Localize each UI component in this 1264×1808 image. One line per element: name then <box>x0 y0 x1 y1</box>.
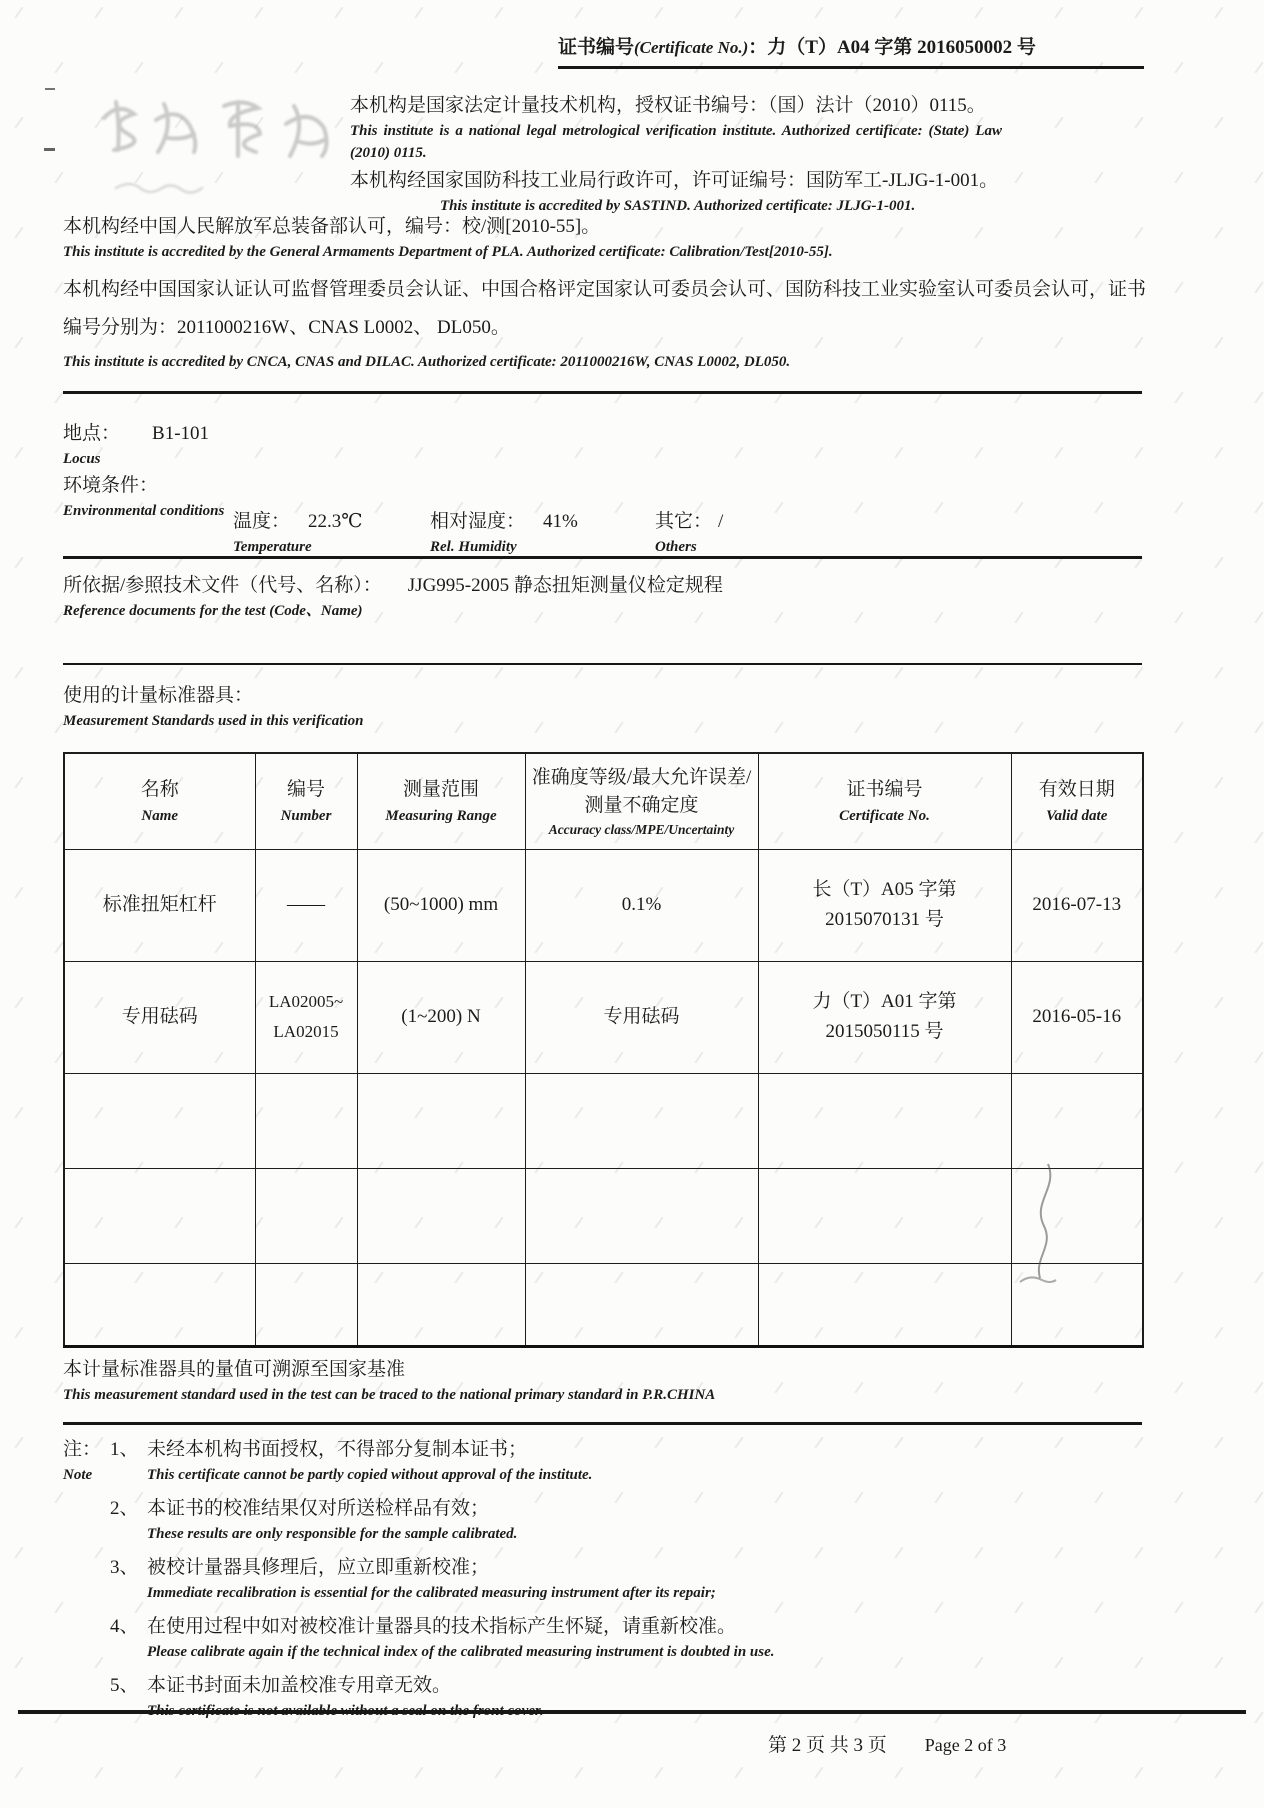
cell-valid-date: 2016-05-16 <box>1011 961 1143 1073</box>
standards-title <box>63 682 1148 732</box>
cell-name: 专用砝码 <box>64 961 255 1073</box>
cell-certificate: 长（T）A05 字第 2015070131 号 <box>758 849 1011 961</box>
certificate-number-separator: ： <box>748 37 768 58</box>
list-item <box>110 1613 775 1663</box>
certificate-number-value: 力（T）A04 字第 2016050002 号 <box>767 37 1036 58</box>
scan-artifact-dash <box>45 88 55 90</box>
section-rule-3 <box>63 663 1142 665</box>
header-measuring-range <box>357 753 525 849</box>
header-range-en: Measuring Range <box>385 807 497 824</box>
section-rule-4 <box>63 1422 1142 1425</box>
cell-empty <box>525 1168 758 1263</box>
others-label-zh: 其它： <box>655 511 713 532</box>
accreditation-3-en: This institute is accredited by the General Armaments Department of PLA. Authorized certificate: Calibration/Test[2010-55]. <box>63 244 833 260</box>
accreditation-4-en: This institute is accredited by CNCA, CNAS and DILAC. Authorized certificate: 2011000216W, CNAS L0002, DL050. <box>63 354 791 370</box>
accreditation-2-en: This institute is accredited by SASTIND. Authorized certificate: JLJG-1-001. <box>440 198 916 214</box>
table-row <box>64 1168 1143 1263</box>
accreditation-statements <box>63 213 1148 373</box>
section-rule-1 <box>63 391 1142 394</box>
scan-artifact-dash <box>44 148 55 151</box>
cell-empty <box>357 1168 525 1263</box>
note-number: 1、 <box>110 1439 139 1460</box>
reference-section <box>63 572 1148 622</box>
notes-label <box>63 1436 110 1731</box>
page-number-zh: 第 2 页 共 3 页 <box>768 1735 887 1756</box>
note-zh: 未经本机构书面授权，不得部分复制本证书； <box>147 1439 528 1460</box>
notes-label-zh: 注： <box>63 1439 102 1460</box>
page-number-en: Page 2 of 3 <box>924 1735 1007 1755</box>
header-accuracy <box>525 753 758 849</box>
cell-number: LA02005~ LA02015 <box>255 961 357 1073</box>
cell-range: (50~1000) mm <box>357 849 525 961</box>
header-valid-en: Valid date <box>1046 807 1108 824</box>
environment-values <box>233 508 875 558</box>
list-item <box>110 1495 775 1545</box>
footer-rule <box>18 1710 1246 1714</box>
cell-range: (1~200) N <box>357 961 525 1073</box>
page-footer <box>768 1732 1006 1760</box>
cell-empty <box>758 1263 1011 1346</box>
env-temperature <box>233 508 430 558</box>
cell-empty <box>357 1073 525 1168</box>
header-name <box>64 753 255 849</box>
reference-label-zh: 所依据/参照技术文件（代号、名称）： <box>63 575 382 596</box>
header-valid-zh: 有效日期 <box>1038 778 1115 800</box>
standards-table-header-row <box>64 753 1143 849</box>
cell-empty <box>525 1073 758 1168</box>
cell-empty <box>255 1168 357 1263</box>
notes-label-en: Note <box>63 1467 93 1483</box>
list-item <box>110 1436 775 1486</box>
list-item <box>110 1672 775 1722</box>
note-number: 4、 <box>110 1616 139 1637</box>
note-zh: 被校计量器具修理后，应立即重新校准； <box>147 1557 490 1578</box>
cell-empty <box>758 1168 1011 1263</box>
others-label-en: Others <box>655 539 697 555</box>
certificate-number-label-en: (Certificate No.) <box>634 38 749 57</box>
table-row <box>64 1073 1143 1168</box>
cell-number: —— <box>255 849 357 961</box>
certificate-number-line <box>558 34 1146 62</box>
cell-accuracy: 0.1% <box>525 849 758 961</box>
header-number-en: Number <box>280 807 332 824</box>
note-zh: 本证书封面未加盖校准专用章无效。 <box>147 1675 452 1696</box>
locus-value: B1-101 <box>152 423 210 444</box>
cell-empty <box>357 1263 525 1346</box>
temperature-label-en: Temperature <box>233 539 312 555</box>
humidity-value: 41% <box>543 511 578 532</box>
note-number: 2、 <box>110 1498 139 1519</box>
env-label-zh: 环境条件： <box>63 475 159 496</box>
cell-empty <box>758 1073 1011 1168</box>
header-valid-date <box>1011 753 1143 849</box>
list-item <box>110 1554 775 1604</box>
traceability-zh: 本计量标准器具的量值可溯源至国家基准 <box>63 1359 406 1380</box>
certificate-number-label-zh: 证书编号 <box>558 37 635 58</box>
locus-label-zh: 地点： <box>63 423 121 444</box>
traceability-section <box>63 1356 1148 1406</box>
table-row <box>64 849 1143 961</box>
others-value: / <box>718 511 724 532</box>
cell-empty <box>64 1168 255 1263</box>
note-en: These results are only responsible for the sample calibrated. <box>147 1526 518 1542</box>
table-row <box>64 961 1143 1073</box>
reference-label-en: Reference documents for the test (Code、Name) <box>63 603 363 619</box>
section-rule-2 <box>63 556 1142 559</box>
note-number: 3、 <box>110 1557 139 1578</box>
accreditation-1-en: This institute is a national legal metrological verification institute. Authorized certificate: (State) Law (2010) 0115. <box>350 123 1002 161</box>
cell-empty <box>255 1073 357 1168</box>
humidity-label-zh: 相对湿度： <box>430 511 526 532</box>
cell-empty <box>525 1263 758 1346</box>
header-range-zh: 测量范围 <box>402 778 479 800</box>
cell-empty <box>1011 1073 1143 1168</box>
traceability-en: This measurement standard used in the test can be traced to the national primary standard in P.R.CHINA <box>63 1387 716 1403</box>
cell-empty <box>255 1263 357 1346</box>
cell-name: 标准扭矩杠杆 <box>64 849 255 961</box>
accreditation-1-zh: 本机构是国家法定计量技术机构，授权证书编号：（国）法计（2010）0115。 <box>350 95 986 116</box>
locus-section <box>63 420 1148 522</box>
header-name-zh: 名称 <box>140 778 179 800</box>
accreditation-4-zh: 本机构经中国国家认证认可监督管理委员会认证、中国合格评定国家认可委员会认可、国防科技工业实验室认可委员会认可，证书编号分别为：2011000216W、CNAS L0002、 DL050。 <box>63 279 1147 338</box>
note-en: This certificate cannot be partly copied without approval of the institute. <box>147 1467 593 1483</box>
header-rule <box>558 66 1144 69</box>
standards-table <box>63 752 1144 1348</box>
header-number-zh: 编号 <box>286 778 325 800</box>
note-number: 5、 <box>110 1675 139 1696</box>
temperature-value: 22.3℃ <box>308 511 363 532</box>
header-accuracy-en: Accuracy class/MPE/Uncertainty <box>548 821 735 837</box>
humidity-label-en: Rel. Humidity <box>430 539 517 555</box>
institute-statements <box>350 92 1002 217</box>
table-row <box>64 1263 1143 1346</box>
standards-title-en: Measurement Standards used in this verification <box>63 713 364 729</box>
header-number <box>255 753 357 849</box>
accreditation-2-zh: 本机构经国家国防科技工业局行政许可，许可证编号：国防军工-JLJG-1-001。 <box>350 170 999 191</box>
reference-value: JJG995-2005 静态扭矩测量仪检定规程 <box>407 575 723 596</box>
cell-valid-date: 2016-07-13 <box>1011 849 1143 961</box>
note-en: Immediate recalibration is essential for the calibrated measuring instrument after its repair; <box>147 1585 716 1601</box>
scan-artifact-squiggle <box>1018 1162 1088 1302</box>
calligraphy-logo <box>86 80 348 218</box>
env-label-en: Environmental conditions <box>63 503 225 519</box>
notes-items <box>110 1436 775 1731</box>
notes-section <box>63 1436 1148 1731</box>
standards-title-zh: 使用的计量标准器具： <box>63 685 254 706</box>
header-cert-en: Certificate No. <box>839 807 930 824</box>
note-en: Please calibrate again if the technical index of the calibrated measuring instrument is doubted in use. <box>147 1644 775 1660</box>
note-zh: 在使用过程中如对被校准计量器具的技术指标产生怀疑，请重新校准。 <box>147 1616 737 1637</box>
cell-accuracy: 专用砝码 <box>525 961 758 1073</box>
cell-certificate: 力（T）A01 字第 2015050115 号 <box>758 961 1011 1073</box>
header-certificate-no <box>758 753 1011 849</box>
env-humidity <box>430 508 655 558</box>
temperature-label-zh: 温度： <box>233 511 291 532</box>
cell-empty <box>64 1073 255 1168</box>
header-cert-zh: 证书编号 <box>846 778 923 800</box>
header-accuracy-zh: 准确度等级/最大允许误差/测量不确定度 <box>531 766 752 816</box>
cell-empty <box>64 1263 255 1346</box>
accreditation-3-zh: 本机构经中国人民解放军总装备部认可，编号：校/测[2010-55]。 <box>63 216 601 237</box>
locus-label-en: Locus <box>63 451 101 467</box>
env-others <box>655 508 875 558</box>
note-zh: 本证书的校准结果仅对所送检样品有效； <box>147 1498 490 1519</box>
header-name-en: Name <box>141 807 179 824</box>
